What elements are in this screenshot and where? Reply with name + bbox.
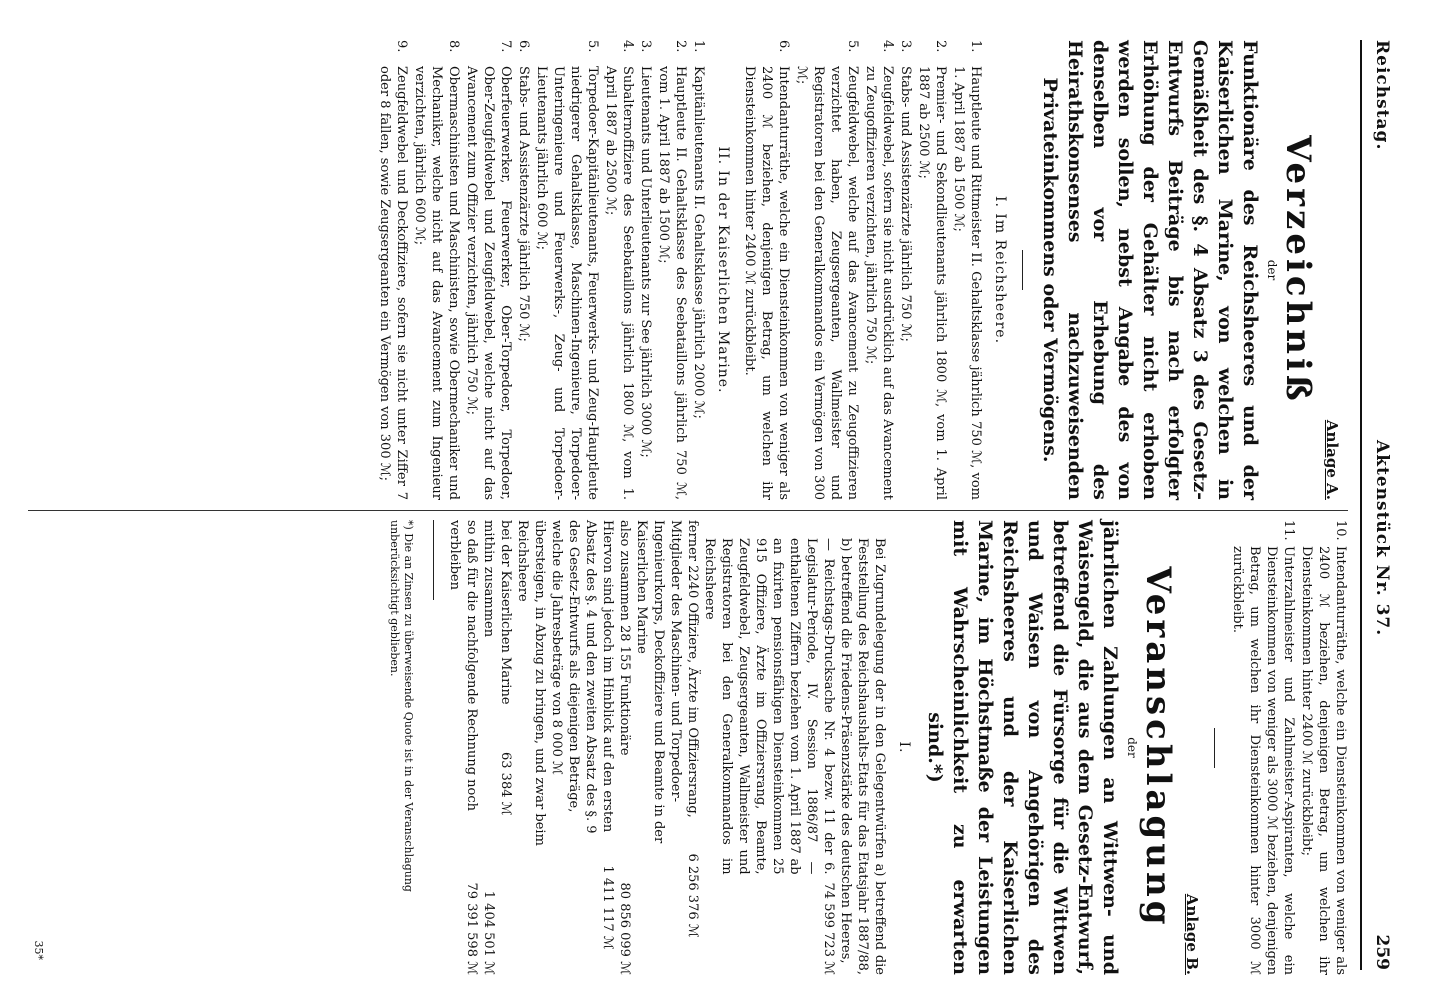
anlage-b-label: Anlage B. [1183, 893, 1201, 975]
anlage-b-intro: jährlichen Zahlungen an Wittwen- und Waisengeld, die aus dem Gesetz-Entwurf, betreffend die Fürsorge für die Wittwen und Waisen von Angehörigen des Reichsheeres und der Kaiserlichen Marine, im Höchstmaße der Leistungen mit Wahrscheinlichkeit zu erwarten sind.*) [924, 520, 1121, 975]
table-row: ferner 2240 Offiziere, Ärzte im Offiziersrang, Mitglieder des Maschinen- und Torpedoer-Ingenieurkorps, Deckoffiziere und Beamte in der Kaiserlichen Marine 6 256 376 ℳ [634, 520, 700, 938]
divider [1022, 250, 1023, 290]
list-item: 5. Torpedoer-Kapitänlieutenants, Feuerwerks- und Zeug-Hauptleute niedrigerer Gehaltsklasse, Maschinen-Ingenieure, Torpedoer-Unteringenieure und Feuerwerks-, Zeug- und Torpedoer-Lieutenants jährlich 600 ℳ; [534, 40, 600, 500]
amount: 74 599 723 ℳ [821, 882, 836, 975]
table-row: also zusammen 28 155 Funktionäre 80 856 099 ℳ [617, 520, 632, 975]
section-heading-reichsheer: I. Im Reichsheere. [992, 195, 1008, 345]
list-item: 2. Hauptleute II. Gehaltsklasse des Seebataillons jährlich 750 ℳ, vom 1. April 1887 ab 1500 ℳ; [656, 40, 688, 500]
section-roman-i: I. [896, 741, 912, 754]
section2-list [376, 40, 707, 500]
anlage-a-intro: Funktionäre des Reichsheeres und der Kaiserlichen Marine, von welchen in Gemäßheit des §. 4 Absatz 3 des Gesetz-Entwurfs Beiträge bis nach erfolgter Erhöhung der Gehälter nicht erhoben werden sollen, nebst Angabe des von denselben vor Erhebung des Heirathskonsenses nachzuweisenden Privateinkommens oder Vermögens. [1039, 40, 1261, 500]
left-column [20, 40, 1350, 500]
paragraph: — Reichstags-Drucksache Nr. 4 bezw. 11 der 6. Legislatur-Periode, IV. Session 1886/87 — enthaltenen Ziffern beziehen vom 1. April 1887 ab an fixirten pensionsfähigen Diensteinkommen 25 915 Offiziere, Ärzte im Offiziersrang, Beamte, Zeugfeldwebel, Zeugsergeanten, Wallmeister und Registratoren bei den Generalkommandos im Reichsheere [702, 538, 836, 875]
verzeichniss-title: Verzeichniß [1278, 135, 1318, 405]
header-rule [1360, 40, 1362, 970]
list-item: 7. Oberfeuerwerker, Feuerwerker, Ober-Torpedoer, Torpedoer, Ober-Zeugfeldwebel und Zeugfeldwebel, welche nicht auf das Avancement zum Offizier verzichten, jährlich 750 ℳ; [464, 40, 513, 500]
paragraph: Bei Zugrundelegung der in den Gelegentwürfen a) betreffend die Feststellung des Reichshaushalts-Etats für das Etatsjahr 1887/88, b) betreffend die Friedens-Präsenzstärke des deutschen Heeres, [838, 538, 887, 975]
list-item: 1. Kapitänlieutenants II. Gehaltsklasse jährlich 2000 ℳ; [691, 40, 706, 419]
footnote-rule [433, 520, 434, 600]
section1-list [741, 40, 984, 500]
calculation-rows [446, 520, 701, 975]
list-item: 4. Subalternoffiziere des Seebataillons jährlich 1800 ℳ, vom 1. April 1887 ab 2500 ℳ; [603, 40, 635, 500]
footnote: *) Die an Zinsen zu überweisende Quote ist in der Veranschlagung unberücksichtigt geblieben. [388, 520, 415, 892]
list-item: 2. Premier- und Sekondlieutenants jährlich 1800 ℳ, vom 1. April 1887 ab 2500 ℳ; [916, 40, 948, 500]
list-item: 5. Zeugfeldwebel, welche auf das Avancement zu Zeugoffizieren verzichtet haben, Zeugsergeanten, Wallmeister und Registratoren bei den Generalkommandos ein Vermögen von 300 ℳ; [794, 40, 860, 500]
page-number: 259 [1372, 934, 1392, 970]
header-center: Aktenstück Nr. 37. [1372, 440, 1392, 637]
list-item: 6. Stabs- und Assistenzärzte jährlich 750 ℳ; [516, 40, 531, 342]
paragraph-with-amount [701, 520, 837, 975]
anlage-a-label: Anlage A. [1323, 419, 1341, 500]
right-column [20, 520, 1350, 975]
veranschlagung-title: Veranschlagung [1138, 566, 1178, 929]
table-row: mithin zusammen 1 404 501 ℳ [481, 520, 496, 975]
list-item: 3. Lieutenants und Unterlieutenants zur See jährlich 3000 ℳ; [638, 40, 653, 458]
table-row: so daß für die nachfolgende Rechnung noch verbleiben 79 391 598 ℳ [447, 520, 479, 975]
column-divider [28, 510, 1348, 511]
list-item: 1. Hauptleute und Rittmeister II. Gehaltsklasse jährlich 750 ℳ, vom 1. April 1887 ab 1500 ℳ; [951, 40, 983, 500]
list-item: 6. Intendanturräthe, welche ein Diensteinkommen von weniger als 2400 ℳ beziehen, denjenigen Betrag, um welchen ihr Diensteinkommen hinter 2400 ℳ zurückbleibt. [742, 40, 791, 500]
header-left: Reichstag. [1372, 40, 1392, 151]
list-item: 11. Unterzahlmeister und Zahlmeister-Aspiranten, welche ein Diensteinkommen von weniger als 3000 ℳ beziehen, denjenigen Betrag, um welchen ihr Diensteinkommen hinter 3000 ℳ zurückbleibt. [1230, 520, 1296, 975]
section-heading-marine: II. In der Kaiserlichen Marine. [715, 146, 731, 394]
list-item: 3. Stabs- und Assistenzärzte jährlich 750 ℳ; [898, 40, 913, 342]
divider [1214, 728, 1215, 768]
list-item: 4. Zeugfeldwebel, sofern sie nicht ausdrücklich auf das Avancement zu Zeugoffizieren verzichten, jährlich 750 ℳ; [863, 40, 895, 500]
der-label: der [1125, 737, 1139, 758]
der-label: der [1265, 259, 1279, 281]
page-foot-signature: 35* [32, 940, 45, 960]
list-item: 10. Intendanturräthe, welche ein Diensteinkommen von weniger als 2400 ℳ beziehen, denjenigen Betrag, um welchen ihr Diensteinkommen hinter 2400 ℳ zurückbleibt; [1299, 520, 1348, 975]
table-row: bei der Kaiserlichen Marine 63 384 ℳ [498, 520, 513, 816]
list-item: 9. Zeugfeldwebel und Deckoffiziere, sofern sie nicht unter Ziffer 7 oder 8 fallen, sowie Zeugsergeanten ein Vermögen von 300 ℳ; [377, 40, 409, 500]
list-item: 8. Obermaschinisten und Maschinisten, sowie Obermechaniker und Mechaniker, welche nicht auf das Avancement zum Ingenieur verzichten, jährlich 600 ℳ; [412, 40, 461, 500]
table-row: Hiervon sind jedoch im Hinblick auf den ersten Absatz des §. 4 und den zweiten Absatz des §. 9 des Gesetz-Entwurfs als diejenigen Beträge, welche die Jahresbeträge von 8 000 ℳ übersteigen, in Abzug zu bringen, und zwar beim Reichsheere 1 411 117 ℳ [515, 520, 615, 950]
